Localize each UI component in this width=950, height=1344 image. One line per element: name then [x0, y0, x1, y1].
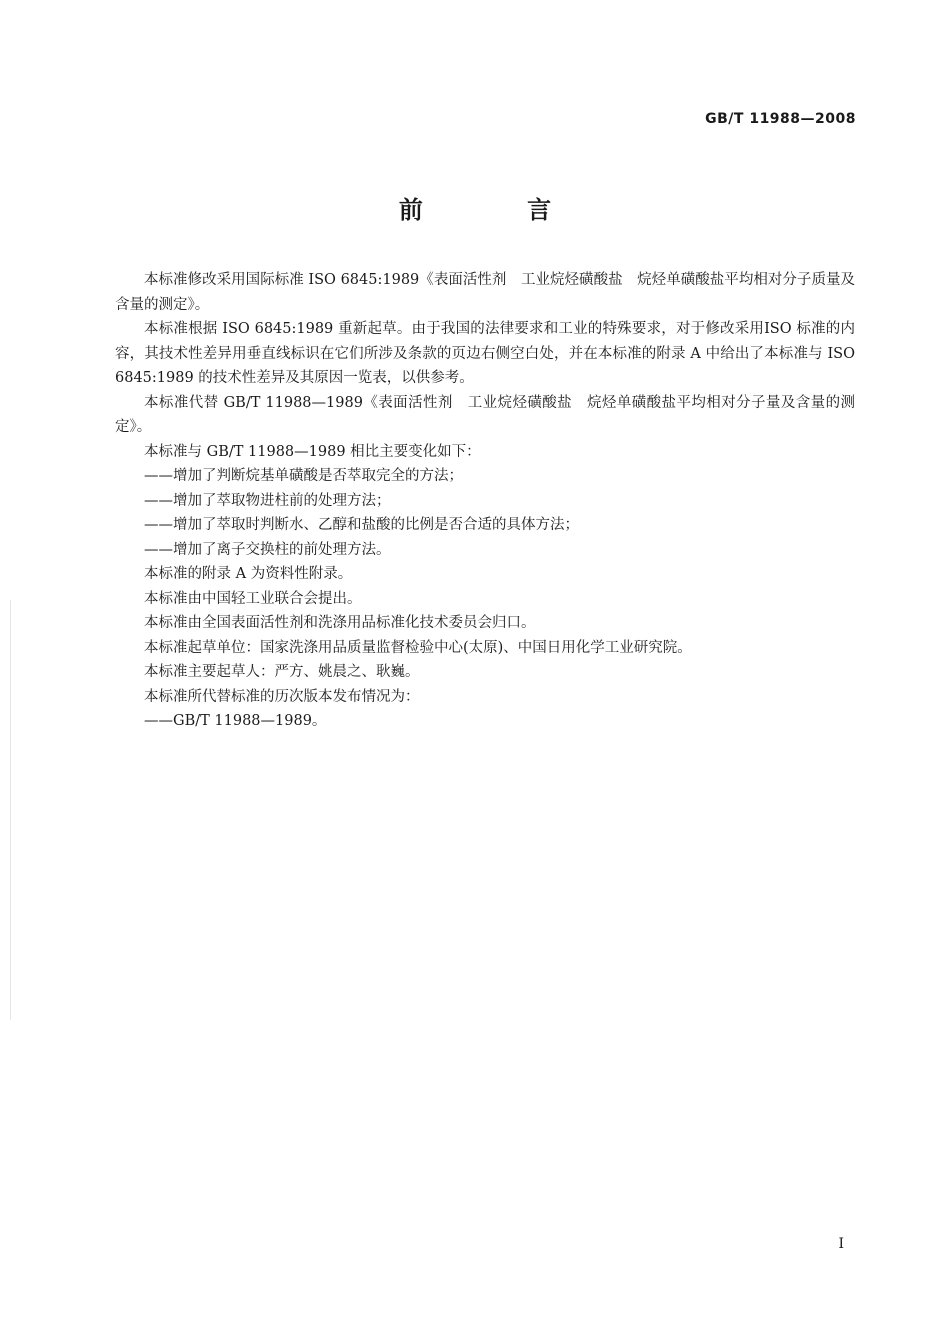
list-item: ——GB/T 11988—1989。: [144, 713, 327, 729]
paragraph-drafting-units: 本标准起草单位：国家洗涤用品质量监督检验中心(太原)、中国日用化学工业研究院。: [144, 639, 692, 656]
paragraph-changes-intro: 本标准与 GB/T 11988—1989 相比主要变化如下：: [144, 443, 481, 460]
foreword-body: [115, 268, 855, 734]
list-item: ——增加了萃取时判断水、乙醇和盐酸的比例是否合适的具体方法；: [144, 517, 579, 533]
paragraph-committee: 本标准由全国表面活性剂和洗涤用品标准化技术委员会归口。: [144, 615, 536, 631]
paragraph-history: 本标准所代替标准的历次版本发布情况为：: [144, 688, 420, 705]
page-number: I: [838, 1236, 844, 1252]
list-item: ——增加了离子交换柱的前处理方法。: [144, 541, 391, 558]
paragraph-drafters: 本标准主要起草人：严方、姚晨之、耿巍。: [144, 664, 420, 680]
paragraph-adoption: 本标准修改采用国际标准 ISO 6845:1989《表面活性剂 工业烷烃磺酸盐 烷烃单磺酸盐平均相对分子质量及含量的测定》。: [115, 272, 855, 313]
paragraph-replacement: 本标准代替 GB/T 11988—1989《表面活性剂 工业烷烃磺酸盐 烷烃单磺酸盐平均相对分子量及含量的测定》。: [115, 394, 855, 435]
paragraph-annex: 本标准的附录 A 为资料性附录。: [144, 566, 353, 582]
paragraph-proposer: 本标准由中国轻工业联合会提出。: [144, 590, 362, 607]
standard-number: GB/T 11988—2008: [705, 111, 856, 127]
list-item: ——增加了萃取物进柱前的处理方法；: [144, 492, 391, 509]
page-title: 前 言: [398, 196, 600, 224]
paragraph-drafting: 本标准根据 ISO 6845:1989 重新起草。由于我国的法律要求和工业的特殊要求，对于修改采用ISO 标准的内容，其技术性差异用垂直线标识在它们所涉及条款的页边右侧空白处，并在本标准的附录 A 中给出了本标准与 ISO 6845:1989 的技术性差异及其原因一览表，以供参考。: [115, 321, 855, 386]
list-item: ——增加了判断烷基单磺酸是否萃取完全的方法；: [144, 468, 463, 484]
scan-margin-line: [10, 600, 11, 1020]
